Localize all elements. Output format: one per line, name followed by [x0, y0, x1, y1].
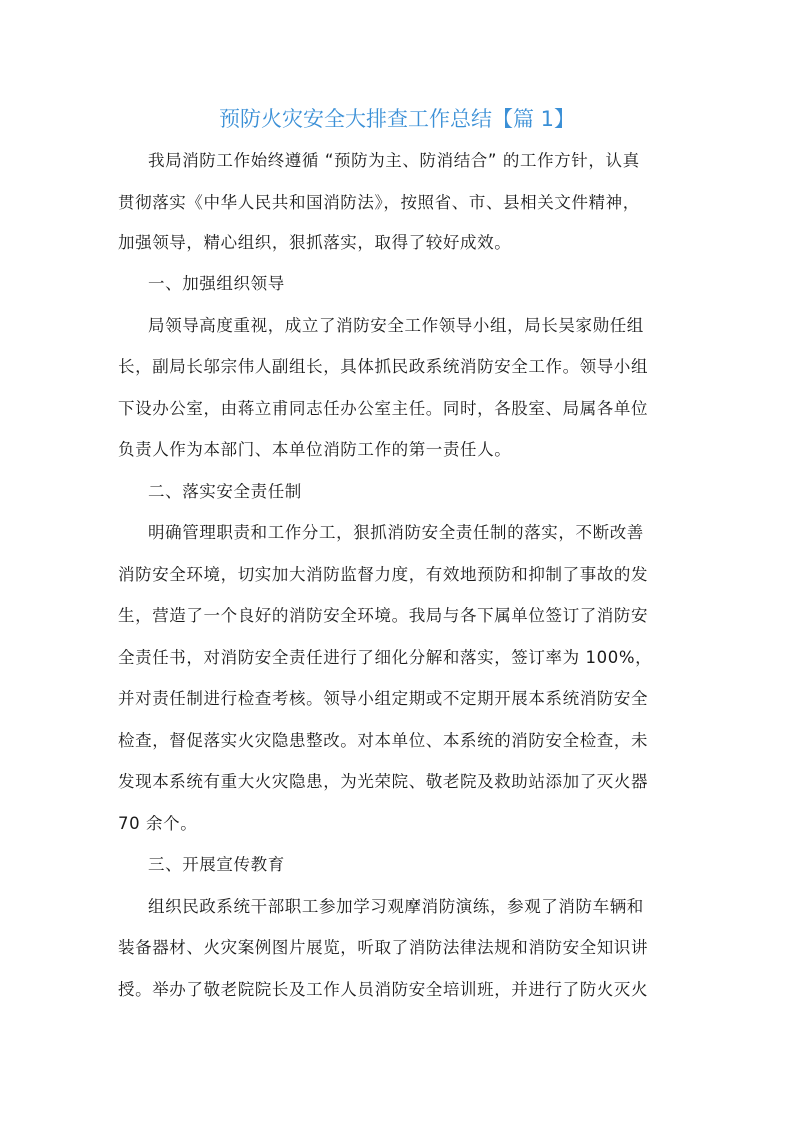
paragraph-line: 明确管理职责和工作分工，狠抓消防安全责任制的落实，不断改善: [148, 523, 644, 542]
paragraph-line: 检查，督促落实火灾隐患整改。对本单位、本系统的消防安全检查，未: [118, 731, 649, 750]
paragraph-line: 授。举办了敬老院院长及工作人员消防安全培训班，并进行了防火灭火: [118, 980, 649, 999]
paragraph-line: 组织民政系统干部职工参加学习观摩消防演练，参观了消防车辆和: [148, 897, 644, 916]
paragraph-line: 装备器材、火灾案例图片展览，听取了消防法律法规和消防安全知识讲: [118, 938, 649, 957]
paragraph-line: 贯彻落实《中华人民共和国消防法》，按照省、市、县相关文件精神，: [118, 193, 640, 212]
paragraph-line: 加强领导，精心组织，狠抓落实，取得了较好成效。: [118, 233, 512, 252]
paragraph-line: 负责人作为本部门、本单位消防工作的第一责任人。: [118, 440, 512, 459]
paragraph-line: 70 余个。: [118, 814, 198, 833]
paragraph-line: 下设办公室，由蒋立甫同志任办公室主任。同时，各股室、局属各单位: [118, 399, 649, 418]
paragraph-line: 消防安全环境，切实加大消防监督力度，有效地预防和抑制了事故的发: [118, 565, 649, 584]
paragraph-line: 我局消防工作始终遵循 “预防为主、防消结合” 的工作方针，认真: [148, 151, 640, 170]
document-title: 预防火灾安全大排查工作总结【篇 1】: [218, 107, 576, 131]
section-heading: 二、落实安全责任制: [148, 482, 302, 501]
paragraph-line: 生，营造了一个良好的消防安全环境。我局与各下属单位签订了消防安: [118, 606, 649, 625]
section-heading: 一、加强组织领导: [148, 274, 285, 293]
paragraph-line: 并对责任制进行检查考核。领导小组定期或不定期开展本系统消防安全: [118, 689, 649, 708]
paragraph-line: 长，副局长邬宗伟人副组长，具体抓民政系统消防安全工作。领导小组: [118, 357, 649, 376]
section-heading: 三、开展宣传教育: [148, 855, 285, 874]
paragraph-line: 发现本系统有重大火灾隐患，为光荣院、敬老院及救助站添加了灭火器: [118, 772, 649, 791]
paragraph-line: 全责任书，对消防安全责任进行了细化分解和落实，签订率为 100%，: [118, 648, 653, 667]
paragraph-line: 局领导高度重视，成立了消防安全工作领导小组，局长吴家勋任组: [148, 316, 644, 335]
